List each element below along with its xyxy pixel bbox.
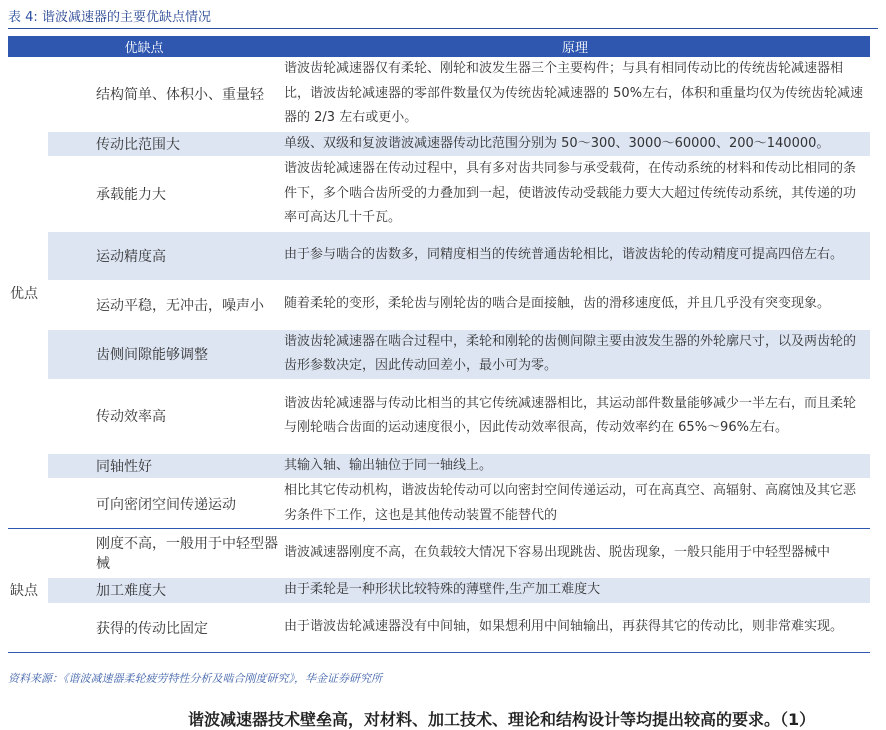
- row-name: 同轴性好: [48, 453, 280, 479]
- row-desc: 随着柔轮的变形，柔轮齿与刚轮齿的啮合是面接触，齿的滑移速度低，并且几乎没有突变现象。: [280, 280, 870, 329]
- table-header-row: [8, 36, 870, 57]
- row-desc: 谐波齿轮减速器在啮合过程中，柔轮和刚轮的齿侧间隙主要由波发生器的外轮廓尺寸，以及两齿轮的齿形参数决定，因此传动回差小，最小可为零。: [280, 329, 870, 379]
- category-cons: 缺点: [8, 529, 48, 653]
- row-desc: 单级、双级和复波谐波减速器传动比范围分别为 50～300、3000～60000、200～140000。: [280, 131, 870, 157]
- row-desc: 其输入轴、输出轴位于同一轴线上。: [280, 453, 870, 479]
- table-row: [8, 603, 870, 652]
- row-name: 传动效率高: [48, 379, 280, 453]
- header-principle: 原理: [280, 36, 870, 57]
- row-desc: 相比其它传动机构，谐波齿轮传动可以向密封空间传递运动，可在高真空、高辐射、高腐蚀及其它恶劣条件下工作，这也是其他传动装置不能替代的: [280, 479, 870, 529]
- table-row: [8, 529, 870, 578]
- table-row: [8, 280, 870, 329]
- table-number: 表 4:: [8, 10, 38, 25]
- pros-cons-table: [8, 36, 870, 653]
- row-name: 加工难度大: [48, 578, 280, 604]
- row-name: 传动比范围大: [48, 131, 280, 157]
- row-desc: 由于参与啮合的齿数多，同精度相当的传统普通齿轮相比，谐波齿轮的传动精度可提高四倍左右。: [280, 231, 870, 280]
- row-name: 结构简单、体积小、重量轻: [48, 57, 280, 131]
- row-name: 刚度不高，一般用于中轻型器械: [48, 529, 280, 578]
- row-name: 齿侧间隙能够调整: [48, 329, 280, 379]
- table-caption: [8, 7, 878, 29]
- table-row: [8, 231, 870, 280]
- table-row: [8, 379, 870, 453]
- row-desc: 谐波齿轮减速器与传动比相当的其它传统减速器相比，其运动部件数量能够减少一半左右，而且柔轮与刚轮啮合齿面的运动速度很小，因此传动效率很高，传动效率约在 65%～96%左右。: [280, 379, 870, 453]
- category-pros: 优点: [8, 57, 48, 529]
- table-row: [8, 329, 870, 379]
- row-desc: 谐波齿轮减速器仅有柔轮、刚轮和波发生器三个主要构件；与具有相同传动比的传统齿轮减速器相比，谐波齿轮减速器的零部件数量仅为传统齿轮减速器的 50%左右，体积和重量均仅为传统齿轮减速器的 2/3 左右或更小。: [280, 57, 870, 131]
- table-row: [8, 578, 870, 604]
- table-title: 谐波减速器的主要优缺点情况: [41, 10, 211, 25]
- source-note: 资料来源：《谐波减速器柔轮疲劳特性分析及啮合刚度研究》，华金证券研究所: [8, 672, 382, 685]
- table-row: [8, 131, 870, 157]
- table-row: [8, 453, 870, 479]
- table-row: [8, 57, 870, 131]
- row-desc: 谐波齿轮减速器在传动过程中，具有多对齿共同参与承受载荷，在传动系统的材料和传动比相同的条件下，多个啮合齿所受的力叠加到一起，使谐波传动受载能力要大大超过传统传动系统，其传递的功率可高达几十千瓦。: [280, 157, 870, 232]
- row-desc: 由于柔轮是一种形状比较特殊的薄壁件,生产加工难度大: [280, 578, 870, 604]
- row-name: 可向密闭空间传递运动: [48, 479, 280, 529]
- header-pros-cons: 优缺点: [8, 36, 280, 57]
- row-name: 承载能力大: [48, 157, 280, 232]
- row-desc: 由于谐波齿轮减速器没有中间轴，如果想利用中间轴输出，再获得其它的传动比，则非常难实现。: [280, 603, 870, 652]
- row-name: 获得的传动比固定: [48, 603, 280, 652]
- body-text-line: 谐波减速器技术壁垒高，对材料、加工技术、理论和结构设计等均提出较高的要求。（1）: [188, 710, 816, 729]
- row-name: 运动精度高: [48, 231, 280, 280]
- row-name: 运动平稳，无冲击，噪声小: [48, 280, 280, 329]
- row-desc: 谐波减速器刚度不高，在负载较大情况下容易出现跳齿、脱齿现象，一般只能用于中轻型器械中: [280, 529, 870, 578]
- table-row: [8, 157, 870, 232]
- table-row: [8, 479, 870, 529]
